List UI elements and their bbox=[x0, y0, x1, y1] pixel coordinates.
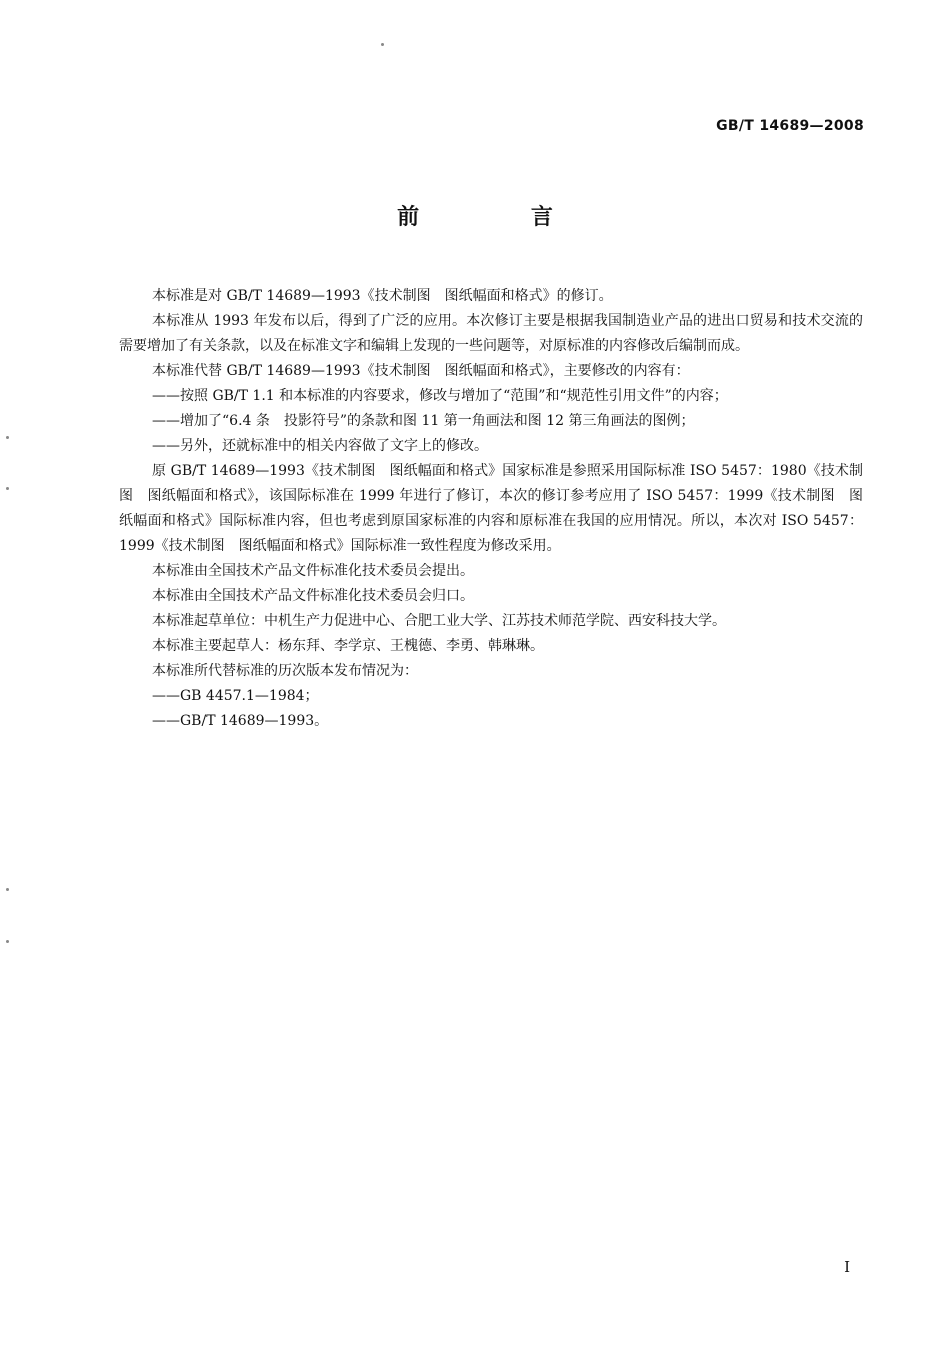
paragraph: 本标准代替 GB/T 14689—1993《技术制图 图纸幅面和格式》，主要修改的内容有： bbox=[152, 363, 690, 379]
scan-speck bbox=[381, 43, 384, 46]
scan-speck bbox=[6, 487, 9, 490]
paragraph: 本标准从 1993 年发布以后，得到了广泛的应用。本次修订主要是根据我国制造业产品的进出口贸易和技术交流的需要增加了有关条款，以及在标准文字和编辑上发现的一些问题等，对原标准的内容修改后编制而成。 bbox=[119, 313, 863, 354]
scan-speck bbox=[6, 940, 9, 943]
page-title: 前 言 bbox=[397, 205, 605, 230]
paragraph: 本标准是对 GB/T 14689—1993《技术制图 图纸幅面和格式》的修订。 bbox=[152, 288, 613, 304]
page-number: I bbox=[844, 1258, 850, 1276]
list-item: ——另外，还就标准中的相关内容做了文字上的修改。 bbox=[152, 438, 488, 454]
paragraph: 本标准起草单位：中机生产力促进中心、合肥工业大学、江苏技术师范学院、西安科技大学。 bbox=[152, 613, 726, 629]
scan-speck bbox=[6, 888, 9, 891]
list-item: ——GB 4457.1—1984； bbox=[152, 688, 319, 704]
list-item: ——GB/T 14689—1993。 bbox=[152, 713, 329, 729]
standard-code: GB/T 14689—2008 bbox=[716, 118, 864, 134]
paragraph: 本标准由全国技术产品文件标准化技术委员会归口。 bbox=[152, 588, 474, 604]
paragraph: 本标准由全国技术产品文件标准化技术委员会提出。 bbox=[152, 563, 474, 579]
list-item: ——增加了“6.4 条 投影符号”的条款和图 11 第一角画法和图 12 第三角画法的图例； bbox=[152, 413, 695, 429]
paragraph: 本标准所代替标准的历次版本发布情况为： bbox=[152, 663, 418, 679]
list-item: ——按照 GB/T 1.1 和本标准的内容要求，修改与增加了“范围”和“规范性引用文件”的内容； bbox=[152, 388, 728, 404]
paragraph: 本标准主要起草人：杨东拜、李学京、王槐德、李勇、韩琳琳。 bbox=[152, 638, 544, 654]
scan-speck bbox=[6, 436, 9, 439]
paragraph: 原 GB/T 14689—1993《技术制图 图纸幅面和格式》国家标准是参照采用国际标准 ISO 5457：1980《技术制图 图纸幅面和格式》，该国际标准在 1999 年进行了修订，本次的修订参考应用了 ISO 5457：1999《技术制图 图纸幅面和格式》国际标准内容，但也考虑到原国家标准的内容和原标准在我国的应用情况。所以，本次对 ISO 5457：1999《技术制图 图纸幅面和格式》国际标准一致性程度为修改采用。 bbox=[119, 463, 863, 554]
foreword-body bbox=[119, 284, 863, 734]
